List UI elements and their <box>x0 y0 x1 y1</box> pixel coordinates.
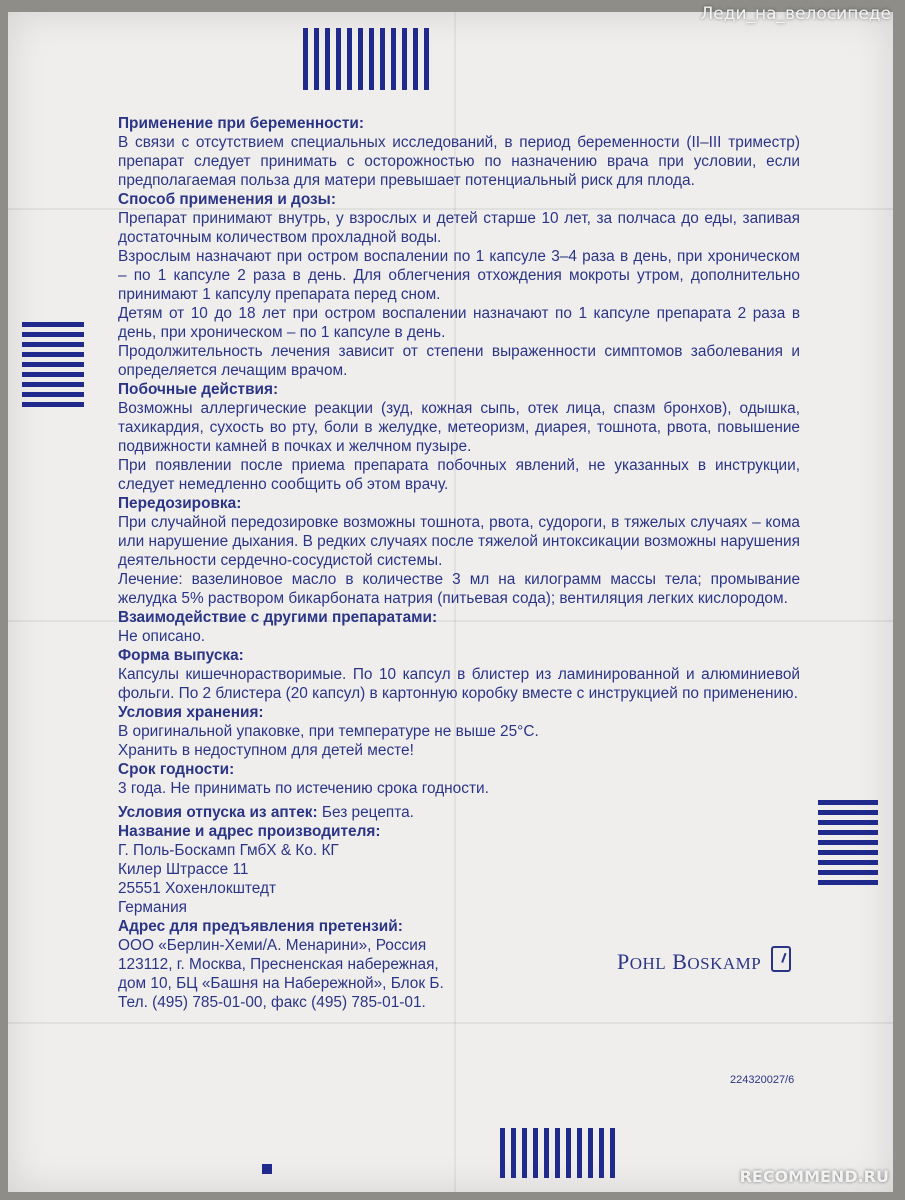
section-overdose <box>118 494 800 608</box>
section-title: Форма выпуска: <box>118 647 244 664</box>
paragraph: В связи с отсутствием специальных исследований, в период беременности (II–III триместр) препарат следует принимать с осторожностью по назначению врача при условии, если предполагаемая польза для матери превышает потенциальный риск для плода. <box>118 134 800 189</box>
print-mark-bottom <box>500 1128 615 1178</box>
section-manufacturer <box>118 822 800 917</box>
author-watermark: Леди_на_велосипеде <box>700 4 891 24</box>
document-code: 224320027/6 <box>730 1074 795 1086</box>
print-mark-right <box>818 800 878 885</box>
section-title: Название и адрес производителя: <box>118 823 381 840</box>
section-dispensing <box>118 803 800 822</box>
section-interactions <box>118 608 800 646</box>
section-title: Адрес для предъявления претензий: <box>118 918 403 935</box>
section-pregnancy <box>118 114 800 190</box>
address-line: Г. Поль-Боскамп ГмбХ & Ко. КГ <box>118 842 339 859</box>
paragraph: Возможны аллергические реакции (зуд, кожная сыпь, отек лица, спазм бронхов), одышка, тахикардия, сухость во рту, боли в желудке, метеоризм, диарея, тошнота, рвота, повышение подвижности камней в почках и желчном пузыре. <box>118 400 800 455</box>
print-mark-small <box>262 1164 272 1174</box>
instruction-text <box>118 114 800 1012</box>
paragraph: Препарат принимают внутрь, у взрослых и детей старше 10 лет, за полчаса до еды, запивая достаточным количеством прохладной воды. <box>118 210 800 246</box>
paragraph: Капсулы кишечнорастворимые. По 10 капсул в блистер из ламинированной и алюминиевой фольги. По 2 блистера (20 капсул) в картонную коробку вместе с инструкцией по применению. <box>118 666 800 702</box>
section-title: Условия хранения: <box>118 704 264 721</box>
section-release-form <box>118 646 800 703</box>
paragraph: При появлении после приема препарата побочных явлений, не указанных в инструкции, следует немедленно сообщить об этом врачу. <box>118 457 800 493</box>
pohl-boskamp-logo: POHL BOSKAMP <box>617 946 791 975</box>
fold-line <box>8 1022 893 1024</box>
logo-mark-icon <box>771 946 791 972</box>
dispensing-label: Условия отпуска из аптек: <box>118 804 318 821</box>
section-title: Побочные действия: <box>118 381 279 398</box>
section-title: Применение при беременности: <box>118 115 364 132</box>
address-line: Тел. (495) 785-01-00, факс (495) 785-01-01. <box>118 994 426 1011</box>
address-line: 123112, г. Москва, Пресненская набережная, <box>118 956 439 973</box>
address-line: дом 10, БЦ «Башня на Набережной», Блок Б. <box>118 975 444 992</box>
paragraph: Детям от 10 до 18 лет при остром воспалении назначают по 1 капсуле препарата 2 раза в день, при хроническом – по 1 капсуле в день. <box>118 305 800 341</box>
address-line: ООО «Берлин-Хеми/А. Менарини», Россия <box>118 937 427 954</box>
section-title: Срок годности: <box>118 761 235 778</box>
section-title: Взаимодействие с другими препаратами: <box>118 609 438 626</box>
paragraph: Хранить в недоступном для детей месте! <box>118 742 414 759</box>
address-line: 25551 Хохенлокштедт <box>118 880 277 897</box>
section-side-effects <box>118 380 800 494</box>
section-title: Способ применения и дозы: <box>118 191 336 208</box>
paragraph: Лечение: вазелиновое масло в количестве 3 мл на килограмм массы тела; промывание желудка 5% раствором бикарбоната натрия (питьевая сода); вентиляция легких кислородом. <box>118 571 800 607</box>
print-mark-left <box>22 322 84 407</box>
address-line: Килер Штрассе 11 <box>118 861 249 878</box>
section-storage <box>118 703 800 760</box>
section-shelf-life <box>118 760 800 798</box>
paragraph: 3 года. Не принимать по истечению срока годности. <box>118 780 489 797</box>
print-mark-top <box>303 28 429 90</box>
section-dosage <box>118 190 800 380</box>
paragraph: Взрослым назначают при остром воспалении по 1 капсуле 3–4 раза в день, при хроническом – по 1 капсуле 2 раза в день. Для облегчения отхождения мокроты утром, дополнительно принимают 1 капсулу препарата перед сном. <box>118 248 800 303</box>
paragraph: Не описано. <box>118 628 206 645</box>
address-line: Германия <box>118 899 187 916</box>
dispensing-value: Без рецепта. <box>317 804 414 821</box>
recommend-watermark: RECOMMEND.RU <box>739 1167 889 1186</box>
paragraph: При случайной передозировке возможны тошнота, рвота, судороги, в тяжелых случаях – кома или нарушение дыхания. В редких случаях после тяжелой интоксикации возможны нарушения деятельности сердечно-сосудистой системы. <box>118 514 800 569</box>
paragraph: Продолжительность лечения зависит от степени выраженности симптомов заболевания и определяется лечащим врачом. <box>118 343 800 379</box>
paragraph: В оригинальной упаковке, при температуре не выше 25°С. <box>118 723 539 740</box>
section-title: Передозировка: <box>118 495 242 512</box>
